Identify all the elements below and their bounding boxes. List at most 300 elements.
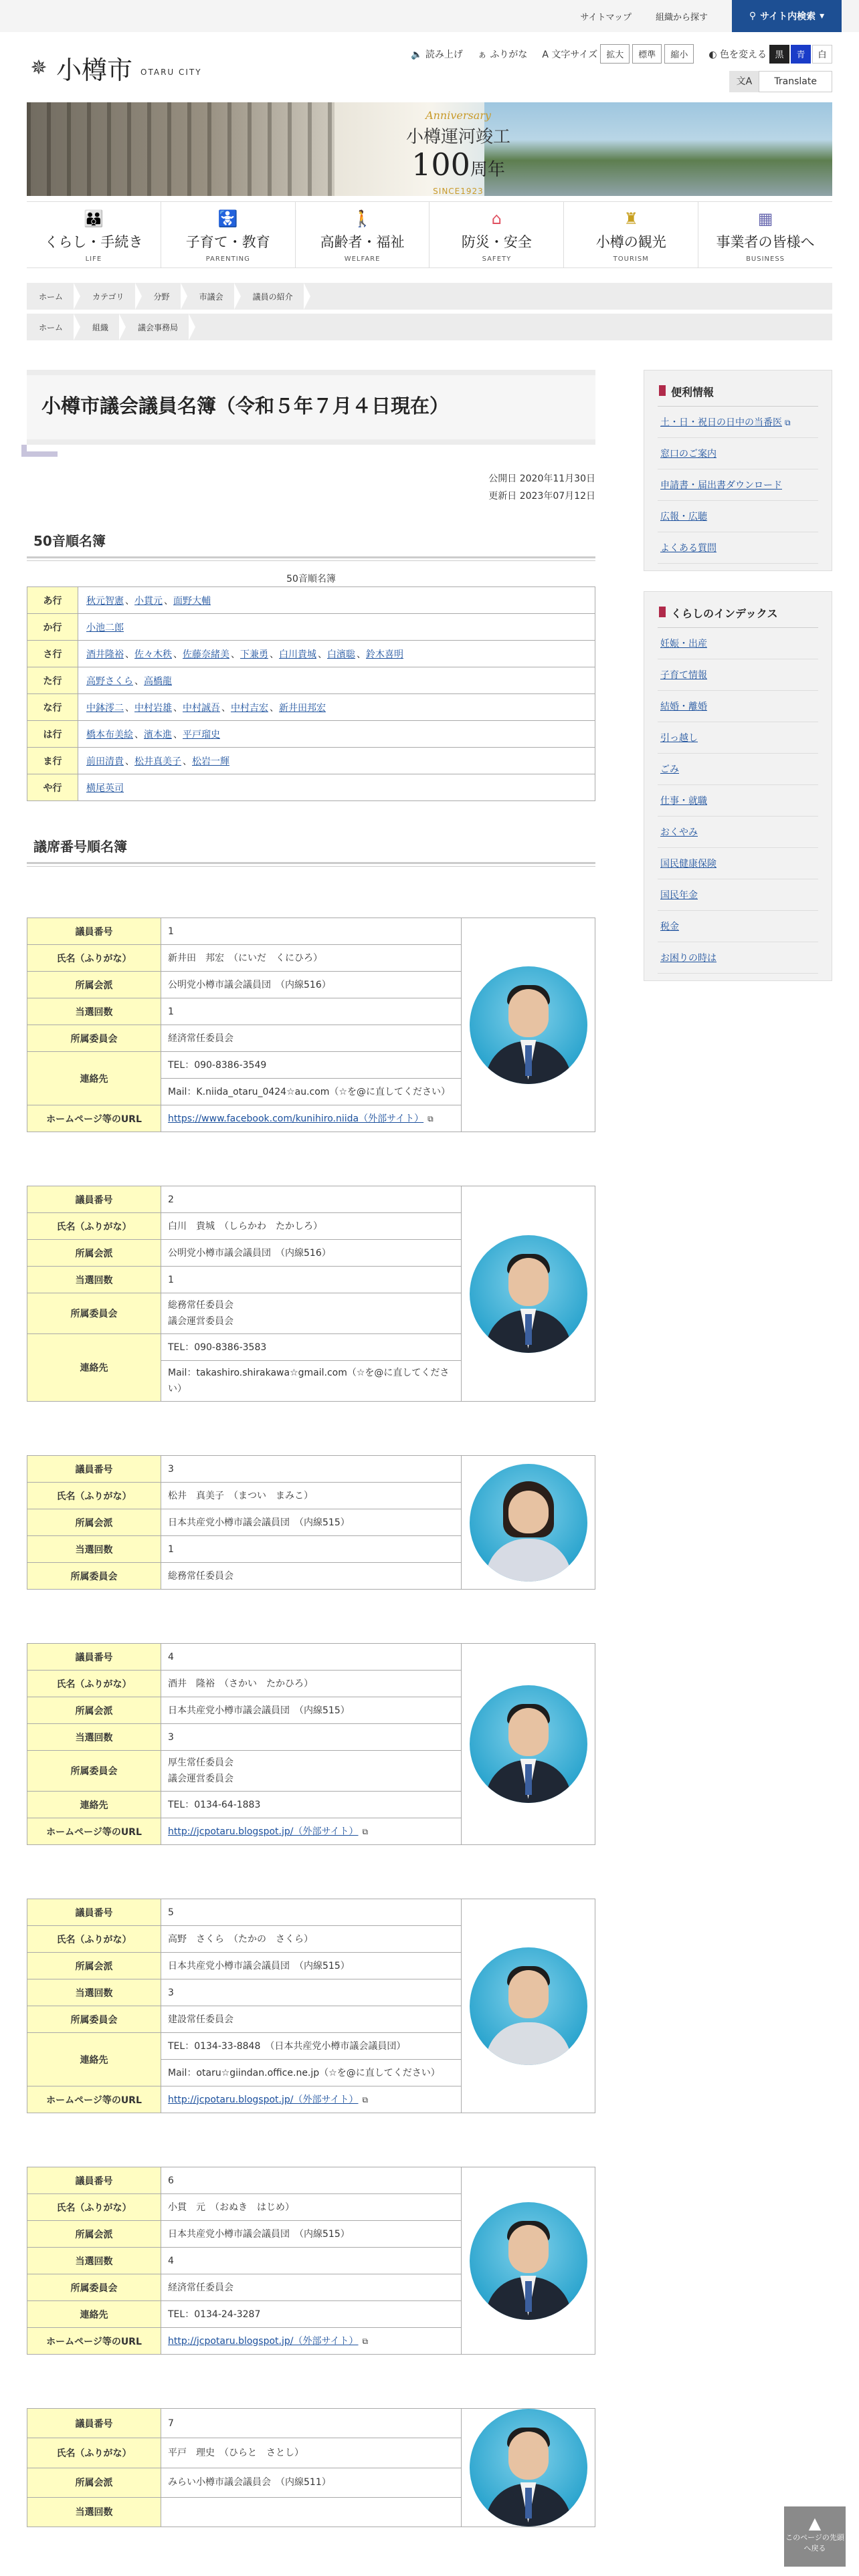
gnav-label-en: SAFETY (482, 255, 512, 263)
size-small-button[interactable]: 縮小 (664, 44, 694, 64)
member-contact: TEL：090-8386-3549 (161, 1052, 462, 1079)
member-row-faction (27, 2468, 462, 2497)
member-name: 白川 貴城 （しらかわ たかしろ） (161, 1213, 462, 1240)
photo-head (508, 1491, 549, 1533)
search-icon: ⚲ (749, 11, 757, 21)
member-faction: 公明党小樽市議会議員団 （内線516） (161, 1240, 462, 1267)
member-name-link[interactable]: 白濱聡 (327, 649, 355, 660)
member-photo-cell (462, 2167, 595, 2355)
member-field-label: 議員番号 (27, 1186, 161, 1213)
kana-row (27, 774, 595, 801)
furigana-icon: ぁ (477, 49, 487, 60)
breadcrumb-item[interactable]: 組織 (80, 322, 126, 333)
kana-row (27, 614, 595, 641)
title-decoration (21, 445, 58, 457)
member-table (27, 918, 462, 1132)
global-nav (27, 201, 832, 268)
committee-item: 総務常任委員会 (168, 1300, 233, 1311)
committee-item: 総務常任委員会 (168, 1570, 233, 1582)
member-field-label: ホームページ等のURL (27, 1818, 161, 1845)
member-name-link[interactable]: 下兼勇 (240, 649, 268, 660)
arrow-up-icon: ▲ (808, 2514, 822, 2533)
member-name-link[interactable]: 秋元智憲 (86, 595, 124, 607)
member-field-label: ホームページ等のURL (27, 1105, 161, 1132)
member-name: 高野 さくら （たかの さくら） (161, 1926, 462, 1953)
kana-row (27, 587, 595, 614)
homepage-link[interactable]: https://www.facebook.com/kunihiro.niida（外部サイト） (168, 1113, 424, 1124)
life-index-title: くらしのインデックス (658, 605, 818, 628)
photo-head (508, 2432, 549, 2480)
breadcrumb-item[interactable]: カテゴリ (80, 291, 142, 302)
member-name-link[interactable]: 白川貴城 (279, 649, 316, 660)
member-field-label: 氏名（ふりがな） (27, 1213, 161, 1240)
member-name-link[interactable]: 佐藤奈緒美 (183, 649, 229, 660)
member-row-homepage (27, 1818, 462, 1845)
read-aloud-button[interactable] (411, 47, 463, 61)
sidebar-item (658, 407, 818, 438)
life-index-box (644, 591, 832, 981)
member-photo-cell (462, 1186, 595, 1402)
useful-info-title: 便利情報 (658, 384, 818, 407)
color-change-label (708, 47, 767, 61)
sidebar-item (658, 879, 818, 911)
member-table (27, 1186, 462, 1402)
member-row-seat (27, 2409, 462, 2438)
member-row-terms (27, 1267, 462, 1293)
banner-number-line (348, 148, 569, 187)
homepage-link[interactable]: http://jcpotaru.blogspot.jp/（外部サイト） (168, 2335, 359, 2347)
committee-item: 議会運営委員会 (168, 1316, 233, 1327)
banner-anniversary: Anniversary (425, 109, 491, 122)
member-field-label: 連絡先 (27, 2301, 161, 2328)
sidebar-link[interactable]: 申請書・届出書ダウンロード (660, 480, 782, 491)
member-name-link[interactable]: 面野大輔 (173, 595, 211, 607)
photo-head (508, 1970, 549, 2018)
member-row-terms (27, 2248, 462, 2274)
photo-head (508, 1708, 549, 1756)
member-terms: 1 (161, 998, 462, 1025)
sidebar-link[interactable]: お困りの時は (660, 953, 717, 964)
translate-widget (729, 71, 832, 92)
member-name-link[interactable]: 佐々木秩 (134, 649, 172, 660)
member-row-committee (27, 1293, 462, 1334)
member-name-link[interactable]: 小池二郎 (86, 622, 124, 633)
sidebar-link[interactable]: 妊娠・出産 (660, 639, 707, 649)
member-terms (161, 2497, 462, 2527)
anniversary-banner[interactable] (27, 102, 832, 196)
kana-row-label: ま行 (27, 748, 78, 774)
furigana-label: ふりがな (490, 49, 528, 60)
gnav-item-welfare[interactable] (295, 202, 430, 267)
city-logo[interactable] (27, 49, 202, 86)
gnav-item-safety[interactable] (429, 202, 563, 267)
sidebar-item (658, 848, 818, 879)
breadcrumb-item[interactable]: ホーム (27, 291, 80, 302)
sidebar-item (658, 659, 818, 691)
page-dates (27, 470, 595, 505)
member-table (27, 2167, 462, 2355)
member-name-link[interactable]: 前田清貴 (86, 756, 124, 767)
member-row-seat (27, 1644, 462, 1671)
member-field-label: 当選回数 (27, 1724, 161, 1751)
sidebar-link[interactable]: 引っ越し (660, 733, 698, 744)
page-title-box (27, 370, 595, 445)
member-field-label: 所属委員会 (27, 1025, 161, 1052)
member-contact: TEL：0134-33-8848 （日本共産党小樽市議会議員団） (161, 2033, 462, 2060)
member-field-label: 所属会派 (27, 1953, 161, 1979)
member-contact: TEL：090-8386-3583 (161, 1334, 462, 1361)
size-standard-button[interactable]: 標準 (632, 44, 662, 64)
member-row-homepage (27, 1105, 462, 1132)
translate-icon: 文A (729, 71, 759, 92)
gnav-item-life[interactable] (27, 202, 161, 267)
sitemap-link[interactable]: サイトマップ (580, 12, 632, 23)
member-contact: Mail：takashiro.shirakawa☆gmail.com（☆を@に直してください） (161, 1361, 462, 1402)
banner-since: SINCE1923 (433, 187, 484, 196)
member-name-link[interactable]: 高橋龍 (144, 675, 172, 687)
member-name-link[interactable]: 松岩一輝 (192, 756, 229, 767)
external-link-icon: ⧉ (362, 1826, 369, 1836)
member-field-label: 当選回数 (27, 2248, 161, 2274)
member-row-name (27, 2438, 462, 2468)
member-row-seat (27, 1899, 462, 1926)
member-photo (470, 1685, 587, 1803)
kana-row-label: な行 (27, 694, 78, 721)
member-name-link[interactable]: 酒井隆裕 (86, 649, 124, 660)
photo-tie (525, 2488, 532, 2518)
member-field-label: 所属委員会 (27, 2006, 161, 2033)
member-field-label: 当選回数 (27, 998, 161, 1025)
kana-row-label: か行 (27, 614, 78, 641)
member-photo-cell (462, 1643, 595, 1845)
external-link-icon: ⧉ (362, 2336, 369, 2346)
member-faction: 日本共産党小樽市議会議員団 （内線515） (161, 1697, 462, 1724)
member-field-label: 議員番号 (27, 2409, 161, 2438)
kana-row-label: さ行 (27, 641, 78, 667)
committee-item: 経済常任委員会 (168, 2282, 233, 2293)
banner-suffix: 周年 (470, 160, 505, 180)
size-large-button[interactable]: 拡大 (600, 44, 630, 64)
member-row-terms (27, 1979, 462, 2006)
member-homepage (161, 2086, 462, 2113)
sidebar-link[interactable]: 仕事・就職 (660, 796, 707, 807)
member-card (27, 1186, 595, 1402)
sidebar-item (658, 817, 818, 848)
photo-tie (525, 1764, 532, 1795)
member-card (27, 2167, 595, 2355)
member-seat: 1 (161, 918, 462, 945)
member-faction: みらい小樽市議会議員会 （内線511） (161, 2468, 462, 2497)
photo-tie (525, 2281, 532, 2312)
kana-row-names (78, 614, 595, 641)
member-field-label: 氏名（ふりがな） (27, 2194, 161, 2221)
kana-row-names: 秋元智憲 、小貫元 、面野大輔 (78, 587, 595, 614)
sidebar-item (658, 628, 818, 659)
member-photo-cell (462, 1455, 595, 1590)
sidebar-item (658, 722, 818, 754)
member-name-link[interactable]: 松井真美子 (134, 756, 181, 767)
speaker-icon: 🔈 (411, 49, 423, 60)
sidebar-link[interactable]: ごみ (660, 764, 679, 775)
gnav-label: 小樽の観光 (595, 234, 666, 250)
member-field-label: 連絡先 (27, 2033, 161, 2086)
homepage-link[interactable]: http://jcpotaru.blogspot.jp/（外部サイト） (168, 1826, 359, 1837)
color-black-button[interactable]: 黒 (769, 45, 789, 64)
member-row-homepage (27, 2086, 462, 2113)
kana-row-names: 前田清貴 、松井真美子 、松岩一輝 (78, 748, 595, 774)
member-name: 平戸 理史 （ひらと さとし） (161, 2438, 462, 2468)
member-field-label: 所属会派 (27, 1509, 161, 1536)
sidebar-link[interactable]: 税金 (660, 922, 679, 932)
breadcrumb-item[interactable]: 分野 (142, 291, 187, 302)
member-row-seat (27, 1186, 462, 1213)
photo-body (486, 2022, 571, 2065)
member-row-committee (27, 2274, 462, 2301)
member-photo (470, 1464, 587, 1582)
section-seat-heading: 議席番号順名簿 (27, 836, 595, 864)
gnav-item-business[interactable] (698, 202, 832, 267)
member-name-link[interactable]: 中鉢澪二 (86, 702, 124, 714)
sidebar-item (658, 911, 818, 942)
member-field-label: 議員番号 (27, 1899, 161, 1926)
member-name-link[interactable]: 小貫元 (134, 595, 163, 607)
header (0, 32, 859, 102)
member-table (27, 2408, 462, 2527)
palette-icon: ◐ (708, 49, 717, 60)
member-name: 松井 真美子 （まつい まみこ） (161, 1483, 462, 1509)
kana-row-label: た行 (27, 667, 78, 694)
member-seat: 6 (161, 2167, 462, 2194)
text-size-label (542, 47, 597, 61)
member-row-faction (27, 1509, 462, 1536)
member-name-link[interactable]: 橋本布美絵 (86, 729, 133, 740)
sidebar-item (658, 691, 818, 722)
kana-row (27, 721, 595, 748)
member-row-terms (27, 1536, 462, 1563)
member-terms: 3 (161, 1724, 462, 1751)
member-name-link[interactable]: 横尾英司 (86, 782, 124, 794)
kana-row-names: 橋本布美絵 、濱本進 、平戸瑠史 (78, 721, 595, 748)
text-size-icon: A (542, 49, 549, 60)
member-field-label: 所属委員会 (27, 1751, 161, 1792)
member-row-homepage (27, 2328, 462, 2355)
committee-item: 建設常任委員会 (168, 2014, 233, 2025)
committee-item: 経済常任委員会 (168, 1033, 233, 1044)
gnav-label: 防災・安全 (461, 234, 532, 250)
external-link-icon: ⧉ (785, 418, 791, 427)
member-homepage (161, 2328, 462, 2355)
member-row-name (27, 2194, 462, 2221)
member-row-contact (27, 2033, 462, 2060)
member-terms: 4 (161, 2248, 462, 2274)
sidebar-item (658, 469, 818, 501)
breadcrumb-row (27, 283, 832, 310)
gnav-label-en: WELFARE (344, 255, 381, 263)
kana-row-names: 高野さくら 、高橋龍 (78, 667, 595, 694)
member-seat: 3 (161, 1456, 462, 1483)
member-name: 小貫 元 （おぬき はじめ） (161, 2194, 462, 2221)
member-row-contact (27, 1052, 462, 1079)
member-name-link[interactable]: 高野さくら (86, 675, 133, 687)
member-row-terms (27, 1724, 462, 1751)
member-name-link[interactable]: 濱本進 (144, 729, 172, 740)
member-photo-cell (462, 2408, 595, 2527)
sidebar-link[interactable]: 窓口のご案内 (660, 449, 717, 459)
color-white-button[interactable]: 白 (812, 45, 832, 64)
member-field-label: 所属会派 (27, 1697, 161, 1724)
member-name: 新井田 邦宏 （にいだ くにひろ） (161, 945, 462, 972)
member-row-seat (27, 2167, 462, 2194)
kana-row (27, 748, 595, 774)
member-field-label: 所属会派 (27, 2221, 161, 2248)
member-row-name (27, 1926, 462, 1953)
member-field-label: 所属会派 (27, 2468, 161, 2497)
utility-bar (0, 0, 859, 32)
sidebar-link[interactable]: 結婚・離婚 (660, 702, 707, 712)
member-field-label: 所属委員会 (27, 1293, 161, 1334)
gnav-label-en: TOURISM (613, 255, 649, 263)
banner-old-photo (27, 102, 335, 196)
sidebar-link[interactable]: 子育て情報 (660, 670, 707, 681)
member-field-label: 連絡先 (27, 1052, 161, 1105)
member-name-link[interactable]: 鈴木喜明 (366, 649, 403, 660)
member-field-label: 氏名（ふりがな） (27, 1483, 161, 1509)
member-name-link[interactable]: 新井田邦宏 (279, 702, 326, 714)
member-field-label: 当選回数 (27, 1536, 161, 1563)
sidebar-link[interactable]: よくある質問 (660, 543, 717, 554)
member-card (27, 1643, 595, 1845)
kana-row-names: 中鉢澪二 、中村岩雄 、中村誠吾 、中村吉宏 、新井田邦宏 (78, 694, 595, 721)
site-search-button[interactable] (732, 0, 842, 32)
kana-row (27, 667, 595, 694)
member-field-label: 所属委員会 (27, 2274, 161, 2301)
member-contact: TEL：0134-24-3287 (161, 2301, 462, 2328)
member-row-faction (27, 1240, 462, 1267)
furigana-button[interactable] (478, 47, 527, 61)
member-field-label: 議員番号 (27, 1456, 161, 1483)
member-field-label: 氏名（ふりがな） (27, 1926, 161, 1953)
member-committee (161, 2006, 462, 2033)
sidebar-link[interactable]: 国民健康保険 (660, 859, 717, 869)
banner-text (348, 102, 569, 196)
member-card (27, 1899, 595, 2113)
gnav-label-en: LIFE (85, 255, 102, 263)
member-field-label: 氏名（ふりがな） (27, 945, 161, 972)
gnav-item-tourism[interactable] (563, 202, 698, 267)
member-row-contact (27, 1792, 462, 1818)
page-top-button[interactable] (784, 2506, 846, 2567)
member-card (27, 918, 595, 1132)
sidebar-link[interactable]: 広報・広聴 (660, 512, 707, 522)
sidebar-item (658, 532, 818, 564)
page-top-label: このページの先頭へ戻る (785, 2533, 844, 2553)
member-field-label: 議員番号 (27, 2167, 161, 2194)
photo-body (486, 1539, 571, 1582)
member-field-label: 連絡先 (27, 1334, 161, 1402)
member-field-label: 所属会派 (27, 1240, 161, 1267)
sidebar-link[interactable]: 国民年金 (660, 890, 698, 901)
member-contact: Mail：K.niida_otaru_0424☆au.com（☆を@に直してください） (161, 1079, 462, 1105)
member-field-label: ホームページ等のURL (27, 2086, 161, 2113)
section-kana-heading: 50音順名簿 (27, 530, 595, 558)
photo-tie (525, 1045, 532, 1076)
member-name-link[interactable]: 平戸瑠史 (183, 729, 220, 740)
breadcrumb-item[interactable]: 議会事務局 (126, 322, 195, 333)
member-terms: 3 (161, 1979, 462, 2006)
breadcrumb-item[interactable]: ホーム (27, 322, 80, 333)
member-contact: Mail：otaru☆giindan.office.ne.jp（☆を@に直してください） (161, 2060, 462, 2086)
read-aloud-label: 読み上げ (425, 49, 463, 60)
member-seat: 4 (161, 1644, 462, 1671)
member-field-label: 当選回数 (27, 1267, 161, 1293)
member-field-label: 所属会派 (27, 972, 161, 998)
member-field-label: 氏名（ふりがな） (27, 2438, 161, 2468)
accessibility-tools (396, 44, 832, 64)
kana-row (27, 694, 595, 721)
member-homepage (161, 1105, 462, 1132)
member-name-link[interactable]: 中村岩雄 (134, 702, 172, 714)
banner-number: 100 (411, 146, 470, 183)
committee-item: 厚生常任委員会 (168, 1757, 233, 1768)
sidebar-link[interactable]: 土・日・祝日の日中の当番医 (660, 417, 782, 428)
city-emblem-icon: ✵ (30, 56, 47, 80)
breadcrumb-item[interactable]: 市議会 (187, 291, 241, 302)
member-card (27, 2408, 595, 2527)
member-seat: 5 (161, 1899, 462, 1926)
member-homepage (161, 1818, 462, 1845)
updated-date: 更新日 2023年07月12日 (488, 491, 595, 502)
kana-row-names (78, 774, 595, 801)
color-blue-button[interactable]: 青 (791, 45, 811, 64)
member-row-seat (27, 1456, 462, 1483)
site-search-label: サイト内検索 (760, 11, 816, 22)
member-field-label: 当選回数 (27, 2497, 161, 2527)
kana-row-label: は行 (27, 721, 78, 748)
sidebar-item (658, 501, 818, 532)
useful-info-box (644, 370, 832, 571)
member-row-name (27, 1483, 462, 1509)
kana-index-table (27, 586, 595, 801)
sidebar (644, 370, 832, 2527)
member-row-contact (27, 2301, 462, 2328)
member-photo (470, 2409, 587, 2527)
member-terms: 1 (161, 1267, 462, 1293)
homepage-link[interactable]: http://jcpotaru.blogspot.jp/（外部サイト） (168, 2094, 359, 2105)
member-row-faction (27, 2221, 462, 2248)
member-row-name (27, 1213, 462, 1240)
member-faction: 日本共産党小樽市議会議員団 （内線515） (161, 1953, 462, 1979)
photo-head (508, 989, 549, 1037)
member-field-label: ホームページ等のURL (27, 2328, 161, 2355)
gnav-item-parenting[interactable] (161, 202, 295, 267)
member-table (27, 1643, 462, 1845)
member-name-link[interactable]: 中村吉宏 (231, 702, 268, 714)
sidebar-link[interactable]: おくやみ (660, 827, 698, 838)
kana-table-caption: 50音順名簿 (286, 574, 336, 584)
member-row-committee (27, 1563, 462, 1590)
translate-button[interactable]: Translate (759, 71, 832, 92)
member-row-name (27, 945, 462, 972)
member-name-link[interactable]: 中村誠吾 (183, 702, 220, 714)
member-photo (470, 1235, 587, 1353)
org-search-link[interactable]: 組織から探す (655, 12, 708, 23)
member-table (27, 1455, 462, 1590)
breadcrumb-item[interactable]: 議員の紹介 (241, 291, 310, 302)
member-card (27, 1455, 595, 1590)
member-photo-cell (462, 918, 595, 1132)
sidebar-item (658, 754, 818, 785)
gnav-label: 事業者の皆様へ (716, 234, 815, 250)
